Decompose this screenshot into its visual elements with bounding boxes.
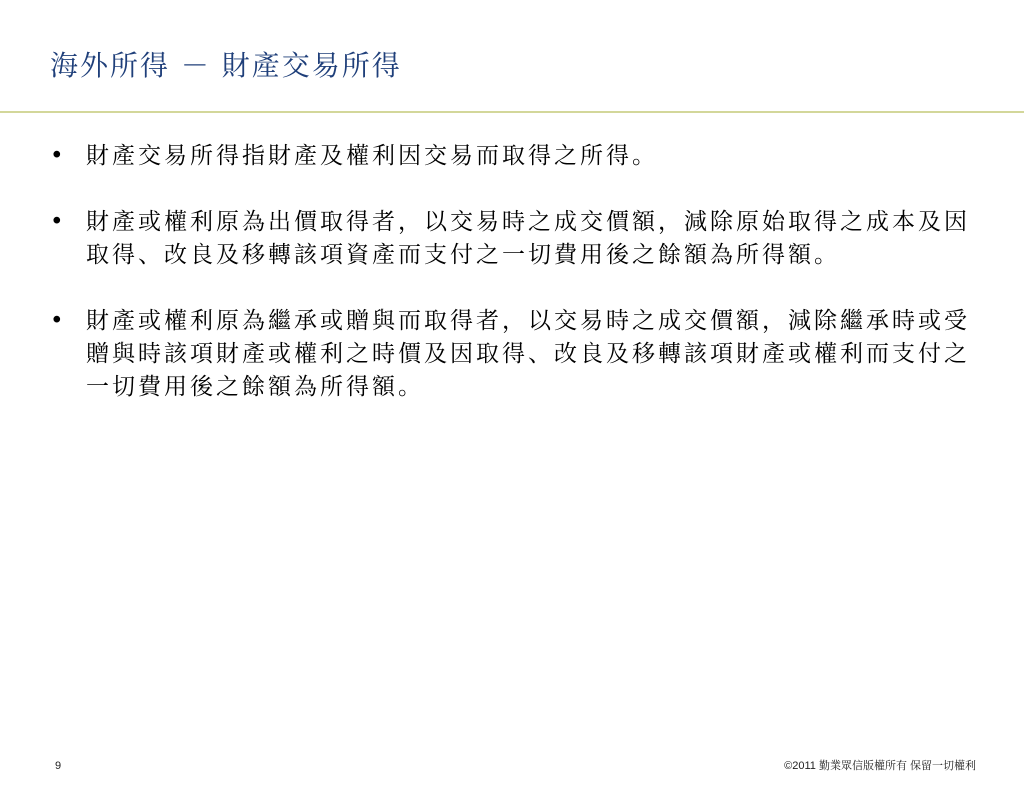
bullet-text: 財產或權利原為繼承或贈與而取得者，以交易時之成交價額，減除繼承時或受贈與時該項財產或權利之時價及因取得、改良及移轉該項財產或權利而支付之一切費用後之餘額為所得額。 [86,308,970,400]
bullet-item [48,140,978,173]
bullet-item [48,305,978,404]
bullet-marker: • [50,308,64,334]
copyright-notice: ©2011 勤業眾信版權所有 保留一切權利 [784,760,976,772]
bullet-marker: • [50,209,64,235]
bullet-marker: • [50,143,64,169]
bullet-list [48,140,978,437]
slide-title: 海外所得 － 財產交易所得 [50,49,402,82]
bullet-text: 財產或權利原為出價取得者，以交易時之成交價額，減除原始取得之成本及因取得、改良及移轉該項資產而支付之一切費用後之餘額為所得額。 [86,209,970,268]
page-number: 9 [55,760,62,772]
bullet-text: 財產交易所得指財產及權利因交易而取得之所得。 [86,143,658,169]
title-divider [0,111,1024,113]
bullet-item [48,206,978,272]
